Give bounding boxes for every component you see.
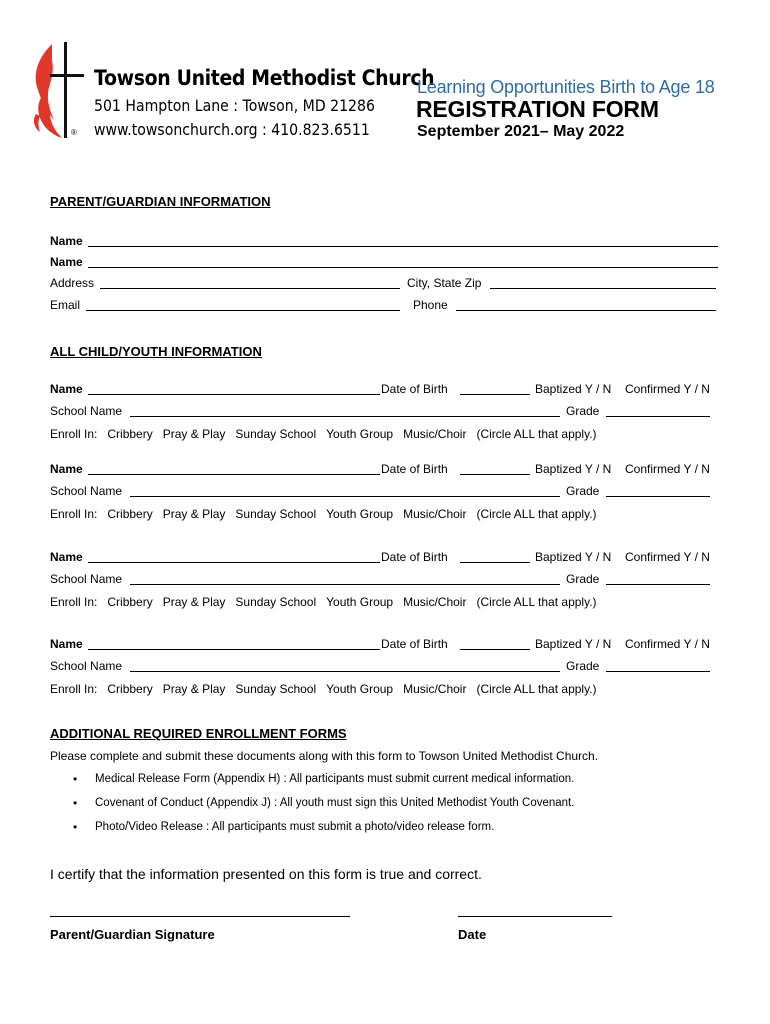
parent-name-2-label: Name [50, 255, 83, 269]
child-section-heading: ALL CHILD/YOUTH INFORMATION [50, 344, 262, 359]
child-2-school-field[interactable] [130, 486, 560, 497]
parent-email-label: Email [50, 298, 81, 312]
enroll-label: Enroll In: [50, 682, 98, 696]
parent-email-field[interactable] [86, 300, 400, 311]
enroll-option[interactable]: Music/Choir [403, 427, 467, 441]
child-1-name-label: Name [50, 382, 83, 396]
signature-label: Parent/Guardian Signature [50, 927, 215, 942]
child-1-school-field[interactable] [130, 406, 560, 417]
enroll-option[interactable]: Pray & Play [162, 682, 226, 696]
enroll-label: Enroll In: [50, 507, 98, 521]
forms-item-medical: Medical Release Form (Appendix H) : All participants must submit current medical information. [95, 773, 575, 785]
child-1-school-label: School Name [50, 404, 123, 418]
church-name: Towson United Methodist Church [94, 66, 435, 90]
enroll-option[interactable]: Sunday School [235, 595, 317, 609]
child-4-grade-field[interactable] [606, 661, 710, 672]
child-4-name-label: Name [50, 637, 83, 651]
child-3-school-label: School Name [50, 572, 123, 586]
child-1-grade-field[interactable] [606, 406, 710, 417]
child-3-grade-label: Grade [566, 572, 600, 586]
child-4-baptized-label: Baptized Y / N [535, 637, 612, 651]
child-1-dob-label: Date of Birth [381, 382, 448, 396]
child-2-name-field[interactable] [88, 464, 380, 475]
child-3-school-field[interactable] [130, 574, 560, 585]
enroll-option[interactable]: Sunday School [235, 682, 317, 696]
enroll-option[interactable]: Cribbery [107, 682, 153, 696]
child-1-dob-field[interactable] [460, 384, 530, 395]
certify-statement: I certify that the information presented on this form is true and correct. [50, 866, 482, 882]
enroll-label: Enroll In: [50, 427, 98, 441]
date-field[interactable] [458, 916, 612, 917]
date-label: Date [458, 927, 487, 942]
church-website-phone: www.towsonchurch.org : 410.823.6511 [94, 120, 370, 139]
enroll-option[interactable]: Sunday School [235, 427, 317, 441]
child-4-dob-label: Date of Birth [381, 637, 448, 651]
child-4-name-field[interactable] [88, 639, 380, 650]
enroll-option[interactable]: Pray & Play [162, 507, 226, 521]
enroll-option[interactable]: Music/Choir [403, 507, 467, 521]
enroll-note: (Circle ALL that apply.) [476, 507, 597, 521]
parent-section-heading: PARENT/GUARDIAN INFORMATION [50, 194, 271, 209]
registered-mark: ® [71, 128, 77, 137]
enroll-option[interactable]: Pray & Play [162, 427, 226, 441]
child-3-enroll-row [50, 595, 597, 609]
enroll-option[interactable]: Music/Choir [403, 595, 467, 609]
child-4-school-field[interactable] [130, 661, 560, 672]
child-3-name-label: Name [50, 550, 83, 564]
child-1-name-field[interactable] [88, 384, 380, 395]
child-4-enroll-row [50, 682, 597, 696]
child-2-school-label: School Name [50, 484, 123, 498]
enroll-option[interactable]: Pray & Play [162, 595, 226, 609]
child-3-name-field[interactable] [88, 552, 380, 563]
enroll-note: (Circle ALL that apply.) [476, 682, 597, 696]
child-1-enroll-row [50, 427, 597, 441]
child-4-dob-field[interactable] [460, 639, 530, 650]
child-2-name-label: Name [50, 462, 83, 476]
forms-item-photo: Photo/Video Release : All participants must submit a photo/video release form. [95, 821, 495, 833]
child-4-grade-label: Grade [566, 659, 600, 673]
bullet-icon: • [73, 820, 78, 834]
form-date-range: September 2021– May 2022 [417, 123, 625, 140]
enroll-option[interactable]: Sunday School [235, 507, 317, 521]
enroll-option[interactable]: Youth Group [326, 595, 394, 609]
child-2-enroll-row [50, 507, 597, 521]
form-title: REGISTRATION FORM [416, 96, 659, 122]
form-subtitle: Learning Opportunities Birth to Age 18 [417, 77, 715, 97]
bullet-icon: • [73, 796, 78, 810]
child-3-baptized-label: Baptized Y / N [535, 550, 612, 564]
child-2-grade-field[interactable] [606, 486, 710, 497]
child-1-confirmed-label: Confirmed Y / N [625, 382, 710, 396]
enroll-option[interactable]: Youth Group [326, 507, 394, 521]
child-2-dob-field[interactable] [460, 464, 530, 475]
parent-city-label: City, State Zip [407, 276, 482, 290]
child-2-baptized-label: Baptized Y / N [535, 462, 612, 476]
enroll-option[interactable]: Cribbery [107, 595, 153, 609]
forms-intro: Please complete and submit these documents along with this form to Towson United Methodist Church. [50, 749, 599, 763]
parent-name-1-field[interactable] [88, 236, 718, 247]
parent-phone-field[interactable] [456, 300, 716, 311]
child-3-dob-label: Date of Birth [381, 550, 448, 564]
child-1-grade-label: Grade [566, 404, 600, 418]
parent-city-field[interactable] [490, 278, 716, 289]
enroll-option[interactable]: Cribbery [107, 507, 153, 521]
child-3-dob-field[interactable] [460, 552, 530, 563]
child-2-confirmed-label: Confirmed Y / N [625, 462, 710, 476]
child-2-grade-label: Grade [566, 484, 600, 498]
enroll-option[interactable]: Youth Group [326, 427, 394, 441]
forms-item-covenant: Covenant of Conduct (Appendix J) : All youth must sign this United Methodist Youth Covenant. [95, 797, 575, 809]
child-3-confirmed-label: Confirmed Y / N [625, 550, 710, 564]
enroll-option[interactable]: Cribbery [107, 427, 153, 441]
bullet-icon: • [73, 772, 78, 786]
enroll-option[interactable]: Music/Choir [403, 682, 467, 696]
parent-name-1-label: Name [50, 234, 83, 248]
cross-and-flame-logo [30, 40, 92, 140]
parent-name-2-field[interactable] [88, 257, 718, 268]
enroll-label: Enroll In: [50, 595, 98, 609]
child-3-grade-field[interactable] [606, 574, 710, 585]
enroll-option[interactable]: Youth Group [326, 682, 394, 696]
child-2-dob-label: Date of Birth [381, 462, 448, 476]
child-1-baptized-label: Baptized Y / N [535, 382, 612, 396]
child-4-confirmed-label: Confirmed Y / N [625, 637, 710, 651]
parent-address-field[interactable] [100, 278, 400, 289]
enroll-note: (Circle ALL that apply.) [476, 427, 597, 441]
child-4-school-label: School Name [50, 659, 123, 673]
parent-phone-label: Phone [413, 298, 448, 312]
enroll-note: (Circle ALL that apply.) [476, 595, 597, 609]
church-address: 501 Hampton Lane : Towson, MD 21286 [94, 96, 375, 115]
signature-field[interactable] [50, 916, 350, 917]
parent-address-label: Address [50, 276, 95, 290]
forms-section-heading: ADDITIONAL REQUIRED ENROLLMENT FORMS [50, 726, 347, 741]
